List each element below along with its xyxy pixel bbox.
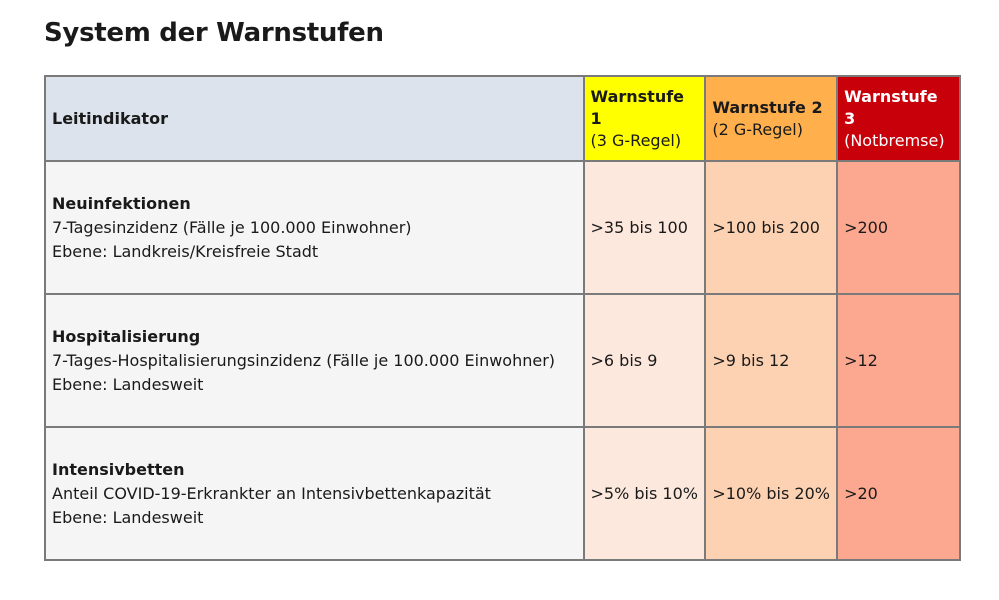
header-warnstufe-2	[705, 76, 837, 161]
value-warnstufe-3: >20	[837, 427, 960, 560]
warnstufe-1-name: Warnstufe 1	[590, 86, 685, 128]
indicator-cell	[45, 294, 584, 427]
value-warnstufe-1: >35 bis 100	[584, 161, 706, 294]
header-warnstufe-3	[837, 76, 960, 161]
indicator-name: Hospitalisierung	[52, 326, 201, 346]
indicator-description: 7-Tagesinzidenz (Fälle je 100.000 Einwohner)	[52, 217, 412, 237]
page-title: System der Warnstufen	[44, 18, 384, 48]
table-row	[45, 294, 960, 427]
value-warnstufe-2: >100 bis 200	[705, 161, 837, 294]
header-leitindikator: Leitindikator	[45, 76, 584, 161]
warnstufe-2-sub: (2 G-Regel)	[712, 119, 803, 139]
indicator-description: 7-Tages-Hospitalisierungsinzidenz (Fälle je 100.000 Einwohner)	[52, 350, 556, 370]
indicator-cell	[45, 427, 584, 560]
warnstufe-2-name: Warnstufe 2	[712, 97, 823, 117]
warnstufe-3-name: Warnstufe 3	[844, 86, 938, 128]
value-warnstufe-2: >9 bis 12	[705, 294, 837, 427]
warnstufe-1-sub: (3 G-Regel)	[590, 130, 682, 150]
indicator-cell	[45, 161, 584, 294]
indicator-level: Ebene: Landkreis/Kreisfreie Stadt	[52, 241, 319, 261]
table-header-row	[45, 76, 960, 161]
indicator-level: Ebene: Landesweit	[52, 374, 204, 394]
header-warnstufe-1	[584, 76, 706, 161]
value-warnstufe-3: >12	[837, 294, 960, 427]
value-warnstufe-3: >200	[837, 161, 960, 294]
indicator-description: Anteil COVID-19-Erkrankter an Intensivbettenkapazität	[52, 483, 491, 503]
value-warnstufe-1: >5% bis 10%	[584, 427, 706, 560]
indicator-name: Neuinfektionen	[52, 193, 191, 213]
indicator-level: Ebene: Landesweit	[52, 507, 204, 527]
value-warnstufe-2: >10% bis 20%	[705, 427, 837, 560]
indicator-name: Intensivbetten	[52, 459, 185, 479]
table-row	[45, 427, 960, 560]
warnstufe-3-sub: (Notbremse)	[844, 130, 945, 150]
warning-levels-table	[44, 75, 961, 561]
table-row	[45, 161, 960, 294]
value-warnstufe-1: >6 bis 9	[584, 294, 706, 427]
